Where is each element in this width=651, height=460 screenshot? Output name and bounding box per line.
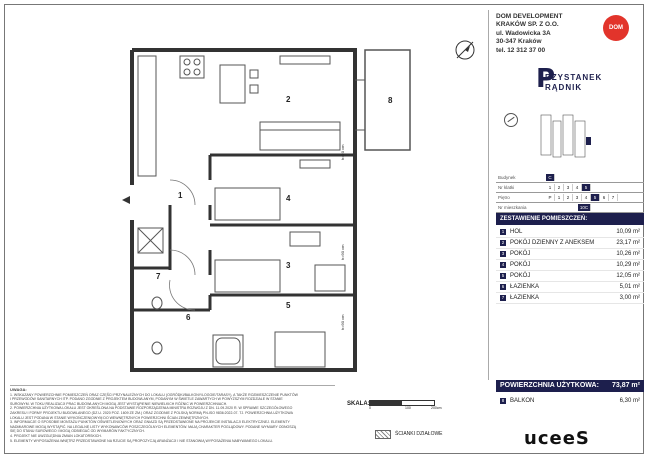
info-panel — [496, 13, 644, 389]
notes-title: UWAGA: — [10, 387, 27, 392]
total-area-label: POWIERZCHNIA UŻYTKOWA: — [500, 382, 599, 389]
room-row — [496, 293, 644, 304]
floor-cell: 5 — [591, 194, 600, 201]
room-row — [496, 271, 644, 282]
room-label-5: 5 — [286, 301, 291, 310]
note-line: LOKALU JEST PODANA W STANIE WYKOŃCZENIOWYM DO WEWNĘTRZNYCH POWIERZCHNI ŚCIAN ZEWNĘTRZNYCH. — [10, 415, 209, 420]
hatch-legend-icon — [375, 430, 391, 439]
stair-cell: 5 — [582, 184, 591, 191]
wardrobe-room-3 — [315, 265, 345, 291]
room-area: 23,17 m² — [616, 240, 640, 246]
balcony-num: 8 — [501, 398, 505, 403]
room-row — [496, 282, 644, 293]
room-label-2: 2 — [286, 95, 291, 104]
mini-compass-icon — [504, 113, 518, 127]
room-label-4: 4 — [286, 194, 291, 203]
kitchen-counter — [138, 56, 156, 176]
floor-label: Piętro — [498, 195, 510, 200]
room-num: 6 — [501, 284, 505, 289]
company-street: ul. Wadowicka 3A — [496, 29, 551, 37]
building-location-icon — [531, 111, 601, 169]
room-label-1: 1 — [178, 191, 183, 200]
project-logo-letter: P — [536, 64, 556, 94]
project-logo-line1: RZYSTANEK — [545, 73, 603, 82]
room-area: 10,29 m² — [616, 262, 640, 268]
scale-tick-1: 100 — [405, 406, 411, 410]
room-num: 1 — [501, 229, 505, 234]
note-line: NADMIAROWE MOGĄ WYSTĄPIĆ. NA LEGALNE LISTY WYKONAWCÓW POSZCZEGÓLNYCH ELEMENTÓW. MAJĄ CHARAKTER POGLĄDOWY. PODANE WYMIARY ODNOSZĄ — [10, 424, 297, 429]
room-label-7: 7 — [156, 272, 161, 281]
row-building — [496, 173, 644, 183]
hatch-legend-label: ŚCIANKI DZIAŁOWE — [395, 431, 443, 437]
room-num: 3 — [501, 251, 505, 256]
room-name: ŁAZIENKA — [510, 284, 540, 290]
floor-cell: 6 — [600, 194, 609, 201]
floor-cell: 7 — [609, 194, 618, 201]
room-area: 5,01 m² — [619, 284, 640, 290]
building-value: C — [546, 174, 555, 181]
location-grid — [496, 173, 644, 213]
floor-cell: 4 — [582, 194, 591, 201]
scale-bar — [347, 398, 487, 424]
row-apt — [496, 203, 644, 213]
bed-room-5 — [275, 332, 325, 367]
notes-lines — [10, 393, 335, 444]
note-line: I PRZEWODÓW SANITARNYCH ITP. PODANO ZGODNIE Z PROJEKTEM BUDOWLANYM, PODANYM W ŚWIETLE ZAWARTYCH W POWYŻSZYM ROZDZIALE W STANIE — [10, 397, 283, 402]
stair-cell: 3 — [564, 184, 573, 191]
note-line: ZAKRESU I FORMY PROJEKTU BUDOWLANEGO (DZ.U. 2020 POZ. 1609 ZE ZM.) ORAZ ZGODNIE Z POLSKĄ NORMĄ PN-ISO 9836:2022-07. TJ. POWIERZCHNIA UŻYTKOWA — [10, 410, 293, 415]
room-name: POKÓJ DZIENNY Z ANEKSEM — [510, 240, 595, 246]
room-name: POKÓJ — [510, 251, 531, 257]
floor-cell: P — [546, 194, 555, 201]
toilet-6 — [152, 342, 162, 354]
room-num: 4 — [501, 262, 505, 267]
total-area-value: 73,87 m² — [611, 382, 640, 389]
room-num: 7 — [501, 295, 505, 300]
room-label-8: 8 — [388, 96, 393, 105]
note-line: 1. WSKAZANY POWIERZCHNIE POMIESZCZEŃ ORAZ CZĘŚCI PRZYNALEŻNYCH DO LOKALU (OGRÓDKI/BALKONY/LOGGIE/TARASY), A TAKŻE ROZMIESZCZENIE PUNKTÓW — [10, 392, 298, 397]
project-logo-line2: RĄDNIK — [545, 83, 583, 92]
outer-walls — [132, 50, 355, 370]
row-floor — [496, 193, 644, 203]
room-row — [496, 238, 644, 249]
tv-unit — [280, 56, 330, 64]
desk-room-4 — [300, 160, 330, 168]
floor-cell: 3 — [573, 194, 582, 201]
dom-logo: DOM — [603, 15, 629, 41]
desk-room-3 — [290, 232, 320, 246]
stair-cell: 2 — [555, 184, 564, 191]
room-row — [496, 260, 644, 271]
room-name: POKÓJ — [510, 273, 531, 279]
rooms-header: ZESTAWIENIE POMIESZCZEŃ: — [496, 213, 644, 225]
room-row — [496, 249, 644, 260]
company-city: 30-347 Kraków — [496, 38, 542, 46]
room-label-6: 6 — [186, 313, 191, 322]
scale-label: SKALA: — [347, 401, 370, 407]
room-area: 10,09 m² — [616, 229, 640, 235]
floor-plan-svg — [10, 10, 488, 380]
room-area: 12,05 m² — [616, 273, 640, 279]
door-room-5 — [169, 280, 195, 310]
entrance-arrow-icon — [122, 196, 130, 204]
cooktop — [180, 56, 204, 78]
balcony-name: BALKON — [510, 398, 535, 404]
stair-cell: 1 — [546, 184, 555, 191]
stair-label: Nr klatki — [498, 185, 515, 190]
inner-walls — [132, 155, 355, 310]
note-line: SUROWYM. W TOKU REALIZACJI PRAC BUDOWLANYCH MOGĄ JEST WYSTĄPIENIE NIEWIELKICH RÓŻNIC W POWIERZCHNIACH. — [10, 401, 228, 406]
bed-room-3 — [215, 260, 280, 292]
compass-icon — [456, 41, 474, 59]
dining-table — [220, 65, 245, 103]
scale-bar-graphic — [369, 400, 435, 406]
apt-value: 10C — [578, 204, 591, 211]
total-area-row — [496, 380, 644, 392]
toilet-7 — [152, 297, 162, 309]
notes-block — [10, 385, 335, 452]
room-area: 10,26 m² — [616, 251, 640, 257]
dim-label-1: h=90 cm — [340, 144, 345, 160]
company-legal: KRAKÓW SP. Z O.O. — [496, 21, 559, 29]
note-line: 2. POWIERZCHNIA UŻYTKOWA LOKALU JEST OKREŚLONA NA PODSTAWIE ROZPORZĄDZENIA MINISTRA ROZWOJU Z DN. 11.09.2020 R. W SPRAWIE SZCZEGÓŁOWEGO — [10, 406, 293, 411]
room-row — [496, 227, 644, 238]
floor-cell: 2 — [564, 194, 573, 201]
floor-cell: 1 — [555, 194, 564, 201]
apt-label: Nr mieszkania — [498, 205, 527, 210]
room-num: 5 — [501, 273, 505, 278]
scale-tick-2: 200cm — [431, 406, 442, 410]
sofa — [260, 122, 340, 150]
company-phone: tel. 12 312 37 00 — [496, 46, 546, 54]
bed-room-4 — [215, 188, 280, 220]
company-name: DOM DEVELOPMENT — [496, 13, 563, 20]
note-line: 5. ELEMENTY WYPOSAŻENIA WNĘTRZ PRZEDSTAWIONE NA RZUCIE SĄ PROPOZYCJĄ ARANŻACJI I NIE STANOWIĄ WYPOSAŻENIA NABYWANEGO LOKALU. — [10, 438, 274, 443]
room-name: POKÓJ — [510, 262, 531, 268]
row-stair — [496, 183, 644, 193]
project-logo — [536, 64, 603, 101]
note-line: 3. INFORMACJE O SPOSOBIE MONTAŻU PUNKTÓW OŚWIETLENIOWYCH ORAZ GNIAZD SĄ PRZEDSTAWIONE NA PROJEKCIE INSTALACJI ELEKTRYCZNEJ. ELEMENTY — [10, 420, 290, 425]
floor-plan-sheet — [4, 4, 644, 454]
room-label-3: 3 — [286, 261, 291, 270]
note-line: SIĘ DO STANU SUROWEGO I MOGĄ ODBIEGAĆ OD WYMIARÓW FAKTYCZNYCH. — [10, 429, 145, 434]
room-num: 2 — [501, 240, 505, 245]
note-line: 4. PROJEKT NIE UWZGLĘDNIA ZMIAN LOKATORSKICH. — [10, 433, 102, 438]
balcony-row — [496, 395, 644, 407]
floor-plan-drawing — [10, 10, 489, 380]
door-room-4 — [170, 180, 195, 205]
dim-label-3: h=90 cm — [340, 314, 345, 330]
room-area: 3,00 m² — [619, 295, 640, 301]
dim-label-2: h=90 cm — [340, 244, 345, 260]
room-name: ŁAZIENKA — [510, 295, 540, 301]
door-room-3 — [170, 250, 195, 275]
building-label: Budynek — [498, 175, 516, 180]
room-name: HOL — [510, 229, 523, 235]
balcony-area: 6,30 m² — [619, 398, 640, 404]
scale-tick-0: 0 — [369, 406, 371, 410]
uce-logo: uceeS — [524, 428, 590, 449]
stair-cell: 4 — [573, 184, 582, 191]
